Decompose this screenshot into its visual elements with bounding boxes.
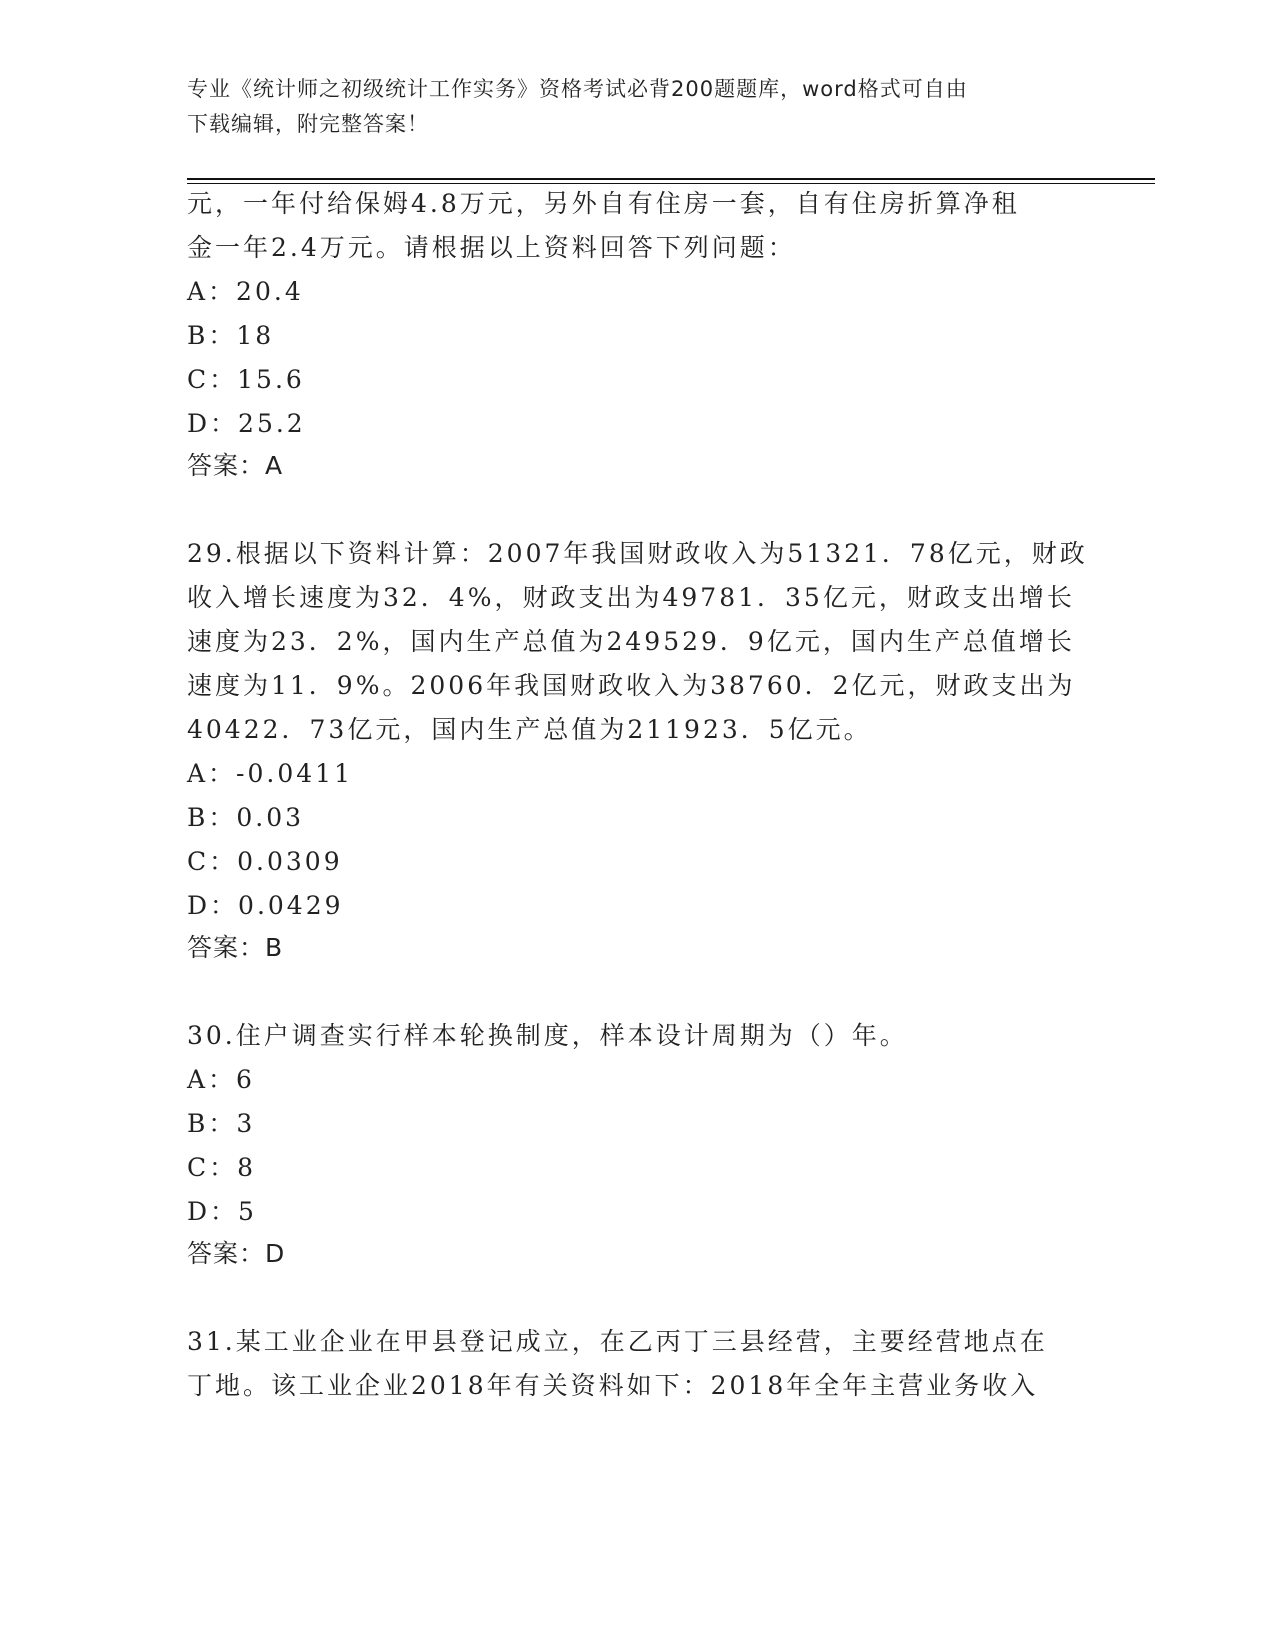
question-28-option-d: D：25.2 (187, 409, 306, 438)
document-header (187, 72, 1067, 142)
question-29-text-line-4: 速度为11．9%。2006年我国财政收入为38760．2亿元，财政支出为 (187, 671, 1076, 700)
question-31-text-line-1: 31.某工业企业在甲县登记成立，在乙丙丁三县经营，主要经营地点在 (187, 1327, 1048, 1356)
question-28-option-a: A：20.4 (187, 277, 304, 306)
question-29-option-d: D：0.0429 (187, 891, 344, 920)
question-31-text-line-2: 丁地。该工业企业2018年有关资料如下：2018年全年主营业务收入 (187, 1371, 1039, 1400)
question-30-option-d: D：5 (187, 1197, 257, 1226)
question-29-text-line-1: 29.根据以下资料计算：2007年我国财政收入为51321．78亿元，财政 (187, 539, 1088, 568)
question-29-text-line-5: 40422．73亿元，国内生产总值为211923．5亿元。 (187, 715, 872, 744)
question-28-option-b: B：18 (187, 321, 275, 350)
question-30-answer: 答案：D (187, 1239, 286, 1268)
header-rule-thick (187, 178, 1155, 180)
question-30-option-b: B：3 (187, 1109, 256, 1138)
question-28-text-line-1: 元，一年付给保姆4.8万元，另外自有住房一套，自有住房折算净租 (187, 189, 1020, 218)
question-29-text-line-3: 速度为23．2%，国内生产总值为249529．9亿元，国内生产总值增长 (187, 627, 1075, 656)
question-29-answer: 答案：B (187, 933, 284, 962)
question-30-option-c: C：8 (187, 1153, 257, 1182)
question-28-option-c: C：15.6 (187, 365, 305, 394)
question-30-text-line-1: 30.住户调查实行样本轮换制度，样本设计周期为（）年。 (187, 1021, 908, 1050)
question-29-option-b: B：0.03 (187, 803, 305, 832)
question-28-answer: 答案：A (187, 451, 284, 480)
question-28-text-line-2: 金一年2.4万元。请根据以上资料回答下列问题： (187, 233, 796, 262)
question-29-text-line-2: 收入增长速度为32．4%，财政支出为49781．35亿元，财政支出增长 (187, 583, 1075, 612)
header-line-1: 专业《统计师之初级统计工作实务》资格考试必背200题题库，word格式可自由 (187, 77, 968, 101)
question-29-option-c: C：0.0309 (187, 847, 343, 876)
header-line-2: 下载编辑，附完整答案！ (187, 112, 429, 136)
question-30-option-a: A：6 (187, 1065, 255, 1094)
question-29-option-a: A：-0.0411 (187, 759, 353, 788)
